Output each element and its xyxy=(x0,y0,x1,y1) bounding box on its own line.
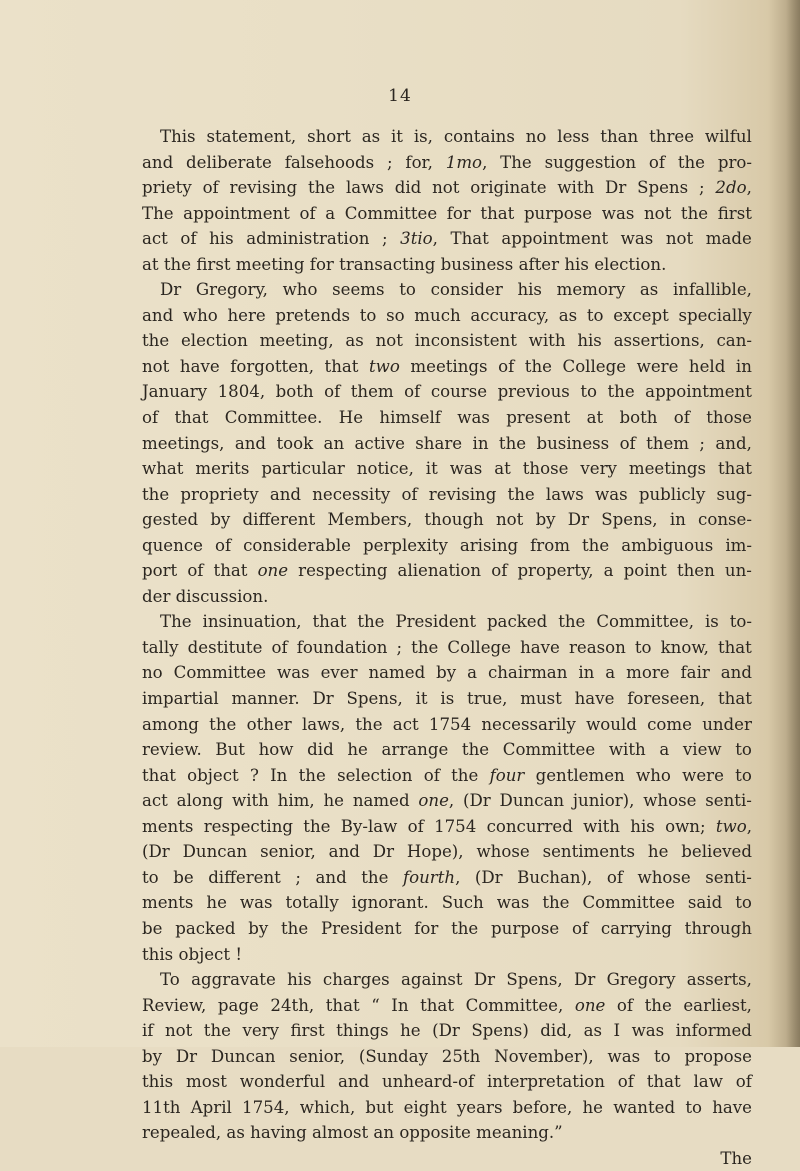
text-line: review. But how did he arrange the Committee with a view to xyxy=(142,740,752,760)
text-line: ments respecting the By-law of 1754 concurred with his own; two, xyxy=(142,816,752,836)
text-line: meetings, and took an active share in the business of them ; and, xyxy=(142,433,752,453)
text-line: what merits particular notice, it was at those very meetings that xyxy=(142,459,752,479)
text-line: to be different ; and the fourth, (Dr Buchan), of whose senti- xyxy=(142,867,752,887)
text-line: ments he was totally ignorant. Such was the Committee said to xyxy=(142,893,752,913)
catchword: The xyxy=(720,1148,752,1168)
text-line: repealed, as having almost an opposite meaning.” xyxy=(142,1123,563,1143)
text-line: act of his administration ; 3tio, That appointment was not made xyxy=(142,229,752,249)
text-line: act along with him, he named one, (Dr Duncan junior), whose senti- xyxy=(142,791,752,811)
text-line: the election meeting, as not inconsistent with his assertions, can- xyxy=(142,331,752,351)
text-line: The insinuation, that the President packed the Committee, is to- xyxy=(160,612,752,632)
text-line: be packed by the President for the purpose of carrying through xyxy=(142,918,752,938)
text-line: if not the very first things he (Dr Spens) did, as I was informed xyxy=(142,1021,752,1041)
page-edge-shadow xyxy=(786,0,800,1047)
text-line: port of that one respecting alienation of property, a point then un- xyxy=(142,561,752,581)
text-line: and deliberate falsehoods ; for, 1mo, The suggestion of the pro- xyxy=(142,152,752,172)
text-line: that object ? In the selection of the four gentlemen who were to xyxy=(142,765,752,785)
text-line: gested by different Members, though not by Dr Spens, in conse- xyxy=(142,510,752,530)
text-line: of that Committee. He himself was present at both of those xyxy=(142,408,752,428)
text-line: To aggravate his charges against Dr Spens, Dr Gregory asserts, xyxy=(160,970,752,990)
text-line: tally destitute of foundation ; the College have reason to know, that xyxy=(142,637,752,657)
text-line: (Dr Duncan senior, and Dr Hope), whose sentiments he believed xyxy=(142,842,752,862)
text-line: der discussion. xyxy=(142,586,269,606)
text-line: this object ! xyxy=(142,944,242,964)
text-line: Dr Gregory, who seems to consider his memory as infallible, xyxy=(160,280,752,300)
text-line: 11th April 1754, which, but eight years before, he wanted to have xyxy=(142,1097,752,1117)
page-number: 14 xyxy=(388,86,412,106)
text-line: This statement, short as it is, contains no less than three wilful xyxy=(160,127,752,146)
text-line: impartial manner. Dr Spens, it is true, must have foreseen, that xyxy=(142,689,752,709)
text-line: at the first meeting for transacting business after his election. xyxy=(142,254,667,274)
text-line: Review, page 24th, that “ In that Committee, one of the earliest, xyxy=(142,995,752,1015)
text-line: The appointment of a Committee for that purpose was not the first xyxy=(142,203,752,223)
text-line: by Dr Duncan senior, (Sunday 25th November), was to propose xyxy=(142,1046,752,1066)
text-line: not have forgotten, that two meetings of the College were held in xyxy=(142,356,752,376)
text-line: this most wonderful and unheard-of interpretation of that law of xyxy=(142,1072,752,1092)
text-line: no Committee was ever named by a chairman in a more fair and xyxy=(142,663,752,683)
text-line: the propriety and necessity of revising the laws was publicly sug- xyxy=(142,484,752,504)
text-line: January 1804, both of them of course previous to the appointment xyxy=(142,382,752,402)
body-text xyxy=(142,124,752,1171)
text-line: priety of revising the laws did not originate with Dr Spens ; 2do, xyxy=(142,178,752,198)
text-line: among the other laws, the act 1754 necessarily would come under xyxy=(142,714,752,734)
text-line: and who here pretends to so much accuracy, as to except specially xyxy=(142,305,752,325)
text-line: quence of considerable perplexity arising from the ambiguous im- xyxy=(142,535,752,555)
